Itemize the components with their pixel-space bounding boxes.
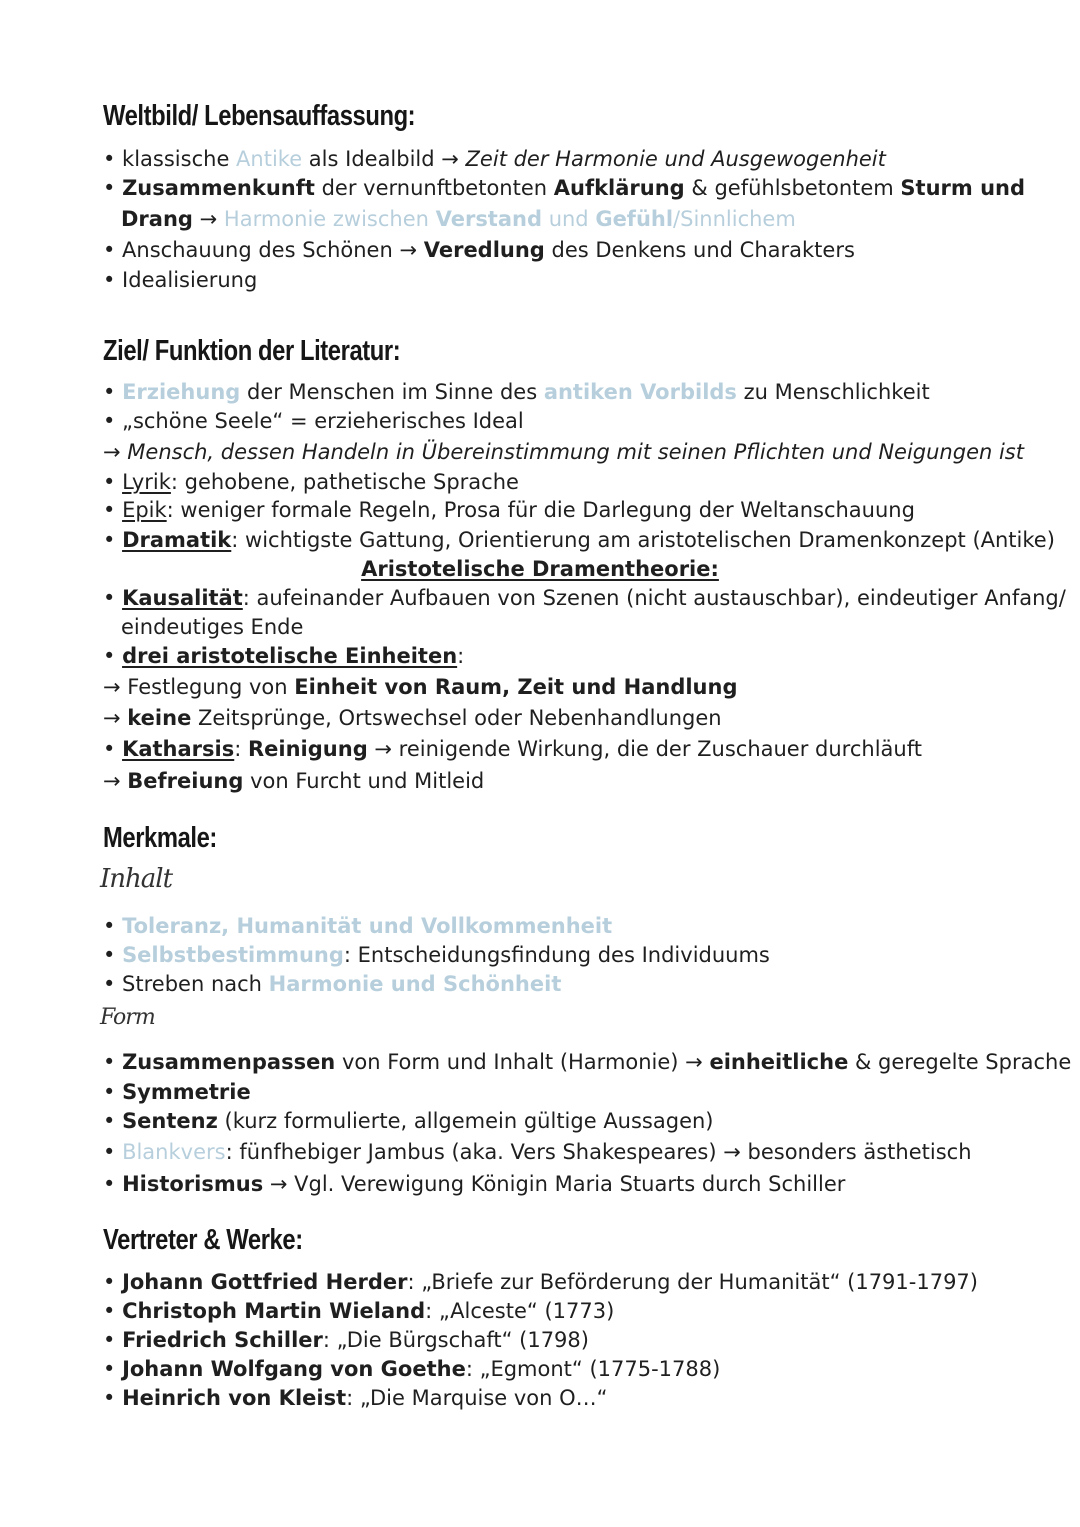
weltbild-line-3: Drang → Harmonie zwischen Verstand und Gefühl/Sinnlichem [121, 207, 796, 231]
werk-herder: • Johann Gottfried Herder: „Briefe zur Beförderung der Humanität“ (1791-1797) [103, 1270, 978, 1294]
merkmale-form-5: • Historismus → Vgl. Verewigung Königin Maria Stuarts durch Schiller [103, 1172, 846, 1196]
ziel-line-4: • Lyrik: gehobene, pathetische Sprache [103, 470, 519, 494]
ziel-line-12: • Katharsis: Reinigung → reinigende Wirkung, die der Zuschauer durchläuft [103, 737, 922, 761]
werk-wieland: • Christoph Martin Wieland: „Alceste“ (1773) [103, 1299, 615, 1323]
werk-goethe: • Johann Wolfgang von Goethe: „Egmont“ (1775-1788) [103, 1357, 721, 1381]
merkmale-inhalt-3: • Streben nach Harmonie und Schönheit [103, 972, 562, 996]
werk-kleist: • Heinrich von Kleist: „Die Marquise von O…“ [103, 1386, 608, 1410]
werk-schiller: • Friedrich Schiller: „Die Bürgschaft“ (1798) [103, 1328, 589, 1352]
section-title-ziel: Ziel/ Funktion der Literatur: [103, 335, 401, 367]
ziel-line-1: • Erziehung der Menschen im Sinne des antiken Vorbilds zu Menschlichkeit [103, 380, 930, 404]
section-title-vertreter: Vertreter & Werke: [103, 1224, 303, 1256]
ziel-line-2: • „schöne Seele“ = erzieherisches Ideal [103, 409, 524, 433]
merkmale-form-1: • Zusammenpassen von Form und Inhalt (Harmonie) → einheitliche & geregelte Sprache [103, 1050, 1072, 1074]
merkmale-form-2: • Symmetrie [103, 1080, 251, 1104]
merkmale-inhalt-2: • Selbstbestimmung: Entscheidungsfindung des Individuums [103, 943, 770, 967]
weltbild-line-1: • klassische Antike als Idealbild → Zeit der Harmonie und Ausgewogenheit [103, 147, 886, 171]
ziel-line-7: • Kausalität: aufeinander Aufbauen von Szenen (nicht austauschbar), eindeutiger Anfang/ [103, 586, 1066, 610]
merkmale-form-3: • Sentenz (kurz formulierte, allgemein gültige Aussagen) [103, 1109, 714, 1133]
weltbild-line-4: • Anschauung des Schönen → Veredlung des Denkens und Charakters [103, 238, 855, 262]
ziel-line-9: • drei aristotelische Einheiten: [103, 644, 465, 668]
subtitle-dramentheorie: Aristotelische Dramentheorie: [361, 557, 719, 581]
merkmale-form-4: • Blankvers: fünfhebiger Jambus (aka. Vers Shakespeares) → besonders ästhetisch [103, 1140, 972, 1164]
ziel-line-10: → Festlegung von Einheit von Raum, Zeit und Handlung [103, 675, 738, 699]
ziel-line-3: → Mensch, dessen Handeln in Übereinstimmung mit seinen Pflichten und Neigungen ist [103, 440, 1024, 464]
ziel-line-13: → Befreiung von Furcht und Mitleid [103, 769, 485, 793]
ziel-line-8: eindeutiges Ende [121, 615, 304, 639]
merkmale-inhalt-1: • Toleranz, Humanität und Vollkommenheit [103, 914, 613, 938]
section-title-weltbild: Weltbild/ Lebensauffassung: [103, 100, 416, 132]
ziel-line-5: • Epik: weniger formale Regeln, Prosa für die Darlegung der Weltanschauung [103, 498, 915, 522]
weltbild-line-2: • Zusammenkunft der vernunftbetonten Aufklärung & gefühlsbetontem Sturm und [103, 176, 1026, 200]
handwritten-label-inhalt: Inhalt [100, 864, 173, 894]
section-title-merkmale: Merkmale: [103, 822, 217, 854]
ziel-line-11: → keine Zeitsprünge, Ortswechsel oder Nebenhandlungen [103, 706, 722, 730]
ziel-line-6: • Dramatik: wichtigste Gattung, Orientierung am aristotelischen Dramenkonzept (Antike) [103, 528, 1055, 552]
handwritten-label-form: Form [100, 1005, 155, 1030]
weltbild-line-5: • Idealisierung [103, 268, 258, 292]
